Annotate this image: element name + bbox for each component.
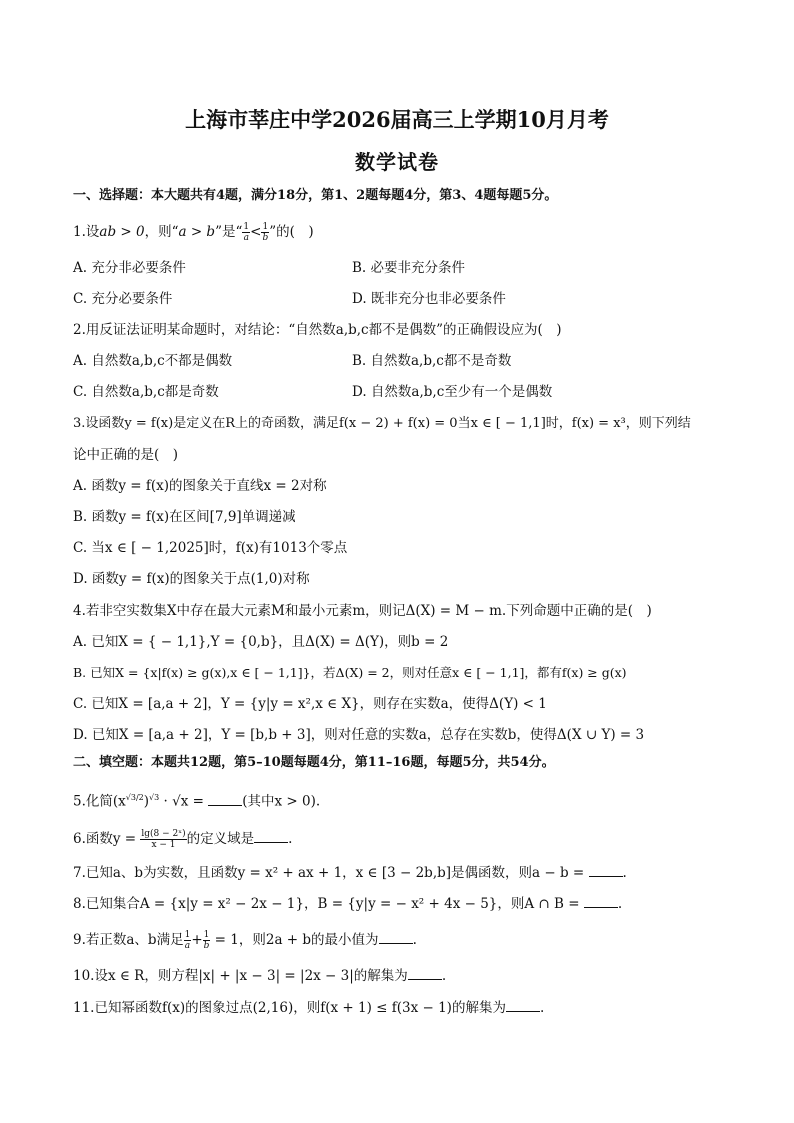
q4-option-a: A. 已知X = { − 1,1},Y = {0,b}，且Δ(X) = Δ(Y)，则b = 2 [73,634,449,650]
q8-text: 8.已知集合A = {x|y = x² − 2x − 1}，B = {y|y = − x² + 4x − 5}，则A ∩ B = [73,896,584,912]
q1-text-f: ”的( ) [269,224,314,240]
q9-prefix: 9.若正数a、b满足 [73,932,184,948]
q5-suffix: (其中x > 0). [242,793,321,810]
question-3-stem-line2: 论中正确的是( ) [73,447,179,463]
q5-outer-exponent: √3 [149,793,160,802]
q10-answer-blank [408,965,442,980]
q3-option-c: C. 当x ∈ [ − 1,2025]时，f(x)有1013个零点 [73,540,348,556]
q10-text: 10.设x ∈ R，则方程|x| + |x − 3| = |2x − 3|的解集为 [73,968,408,984]
question-3-stem-line1: 3.设函数y = f(x)是定义在R上的奇函数，满足f(x − 2) + f(x) = 0当x ∈ [ − 1,1]时，f(x) = x³，则下列结 [73,416,691,431]
q7-end: . [622,865,627,881]
question-6 [73,828,734,850]
q6-prefix: 6.函数y = [73,831,141,847]
exam-subtitle: 数学试卷 [355,150,439,174]
q5-close-paren: ) [143,793,150,810]
q1-text-b: ab > 0 [99,224,145,240]
question-7 [73,862,734,883]
q4-option-c: C. 已知X = [a,a + 2]，Y = {y|y = x²,x ∈ X}，则存在实数a，使得Δ(Y) < 1 [73,696,547,712]
q5-inner-exponent: √3/2 [125,793,144,802]
q10-end: . [441,968,447,984]
q3-option-d: D. 函数y = f(x)的图象关于点(1,0)对称 [73,571,310,587]
question-4-stem: 4.若非空实数集X中存在最大元素M和最小元素m，则记Δ(X) = M − m.下列命题中正确的是( ) [73,603,652,619]
q9-end: . [412,932,417,948]
q5-middle: · √x = [159,793,209,810]
q1-less-than: < [250,224,262,240]
q1-text-a: 1.设 [73,224,100,240]
q2-option-b: B. 自然数a,b,c都不是奇数 [352,353,512,369]
q4-option-d: D. 已知X = [a,a + 2]，Y = [b,b + 3]，则对任意的实数a，总存在实数b，使得Δ(X ∪ Y) = 3 [73,727,645,743]
q9-fraction-1: $\frac{1}{a}$ [184,930,191,951]
q8-answer-blank [584,893,618,908]
q5-prefix: 5.化简(x [73,793,126,810]
q9-answer-blank [379,929,413,944]
q3-option-b: B. 函数y = f(x)在区间[7,9]单调递减 [73,509,296,525]
q7-text: 7.已知a、b为实数，且函数y = x² + ax + 1，x ∈ [3 − 2b,b]是偶函数，则a − b = [73,865,589,881]
section1-heading: 一、选择题：本大题共有4题，满分18分，第1、2题每题4分，第3、4题每题5分。 [73,188,558,203]
question-8 [73,893,734,914]
q1-text-d: a > b [178,224,216,240]
q2-option-d: D. 自然数a,b,c至少有一个是偶数 [352,384,553,400]
q7-answer-blank [589,862,623,877]
q1-option-b: B. 必要非充分条件 [352,260,466,276]
question-9 [73,929,734,951]
q9-fraction-2: $\frac{1}{b}$ [203,930,210,951]
q11-answer-blank [506,997,540,1012]
q11-text: 11.已知幂函数f(x)的图象过点(2,16)，则f(x + 1) ≤ f(3x − 1)的解集为 [73,1000,506,1016]
question-2-stem: 2.用反证法证明某命题时，对结论：“自然数a,b,c都不是偶数”的正确假设应为( ) [73,322,562,338]
q5-answer-blank [208,791,242,806]
q1-text-e: ”是“ [215,224,243,240]
q8-end: . [617,896,623,912]
q3-option-a: A. 函数y = f(x)的图象关于直线x = 2对称 [73,478,327,494]
exam-title: 上海市莘庄中学2026届高三上学期10月月考 [185,107,609,132]
q1-option-a: A. 充分非必要条件 [73,260,186,276]
q9-suffix: = 1，则2a + b的最小值为 [210,932,379,948]
q11-end: . [539,1000,545,1016]
q6-answer-blank [254,828,288,843]
question-1-stem [73,222,734,243]
q1-option-d: D. 既非充分也非必要条件 [352,291,506,307]
q1-text-c: ，则“ [144,224,179,240]
q2-option-a: A. 自然数a,b,c不都是偶数 [73,353,233,369]
question-10 [73,965,734,986]
q9-plus: + [191,932,203,948]
section2-heading: 二、填空题：本题共12题，第5–10题每题4分，第11–16题，每题5分，共54分。 [73,755,555,770]
question-11 [73,997,734,1018]
q6-fraction: $\frac{\text{lg(8 − 2ˣ)}}{x - 1}$ [141,829,186,850]
q2-option-c: C. 自然数a,b,c都是奇数 [73,384,219,400]
q1-fraction-2: $\frac{1}{b}$ [262,222,269,243]
question-5 [73,788,734,812]
q6-end: . [288,831,293,847]
q4-option-b: B. 已知X = {x|f(x) ≥ g(x),x ∈ [ − 1,1]}，若Δ(X) = 2，则对任意x ∈ [ − 1,1]，都有f(x) ≥ g(x) [73,665,627,680]
q6-suffix: 的定义域是 [186,831,255,847]
q1-fraction-1: $\frac{1}{a}$ [243,222,250,243]
q1-option-c: C. 充分必要条件 [73,291,173,307]
